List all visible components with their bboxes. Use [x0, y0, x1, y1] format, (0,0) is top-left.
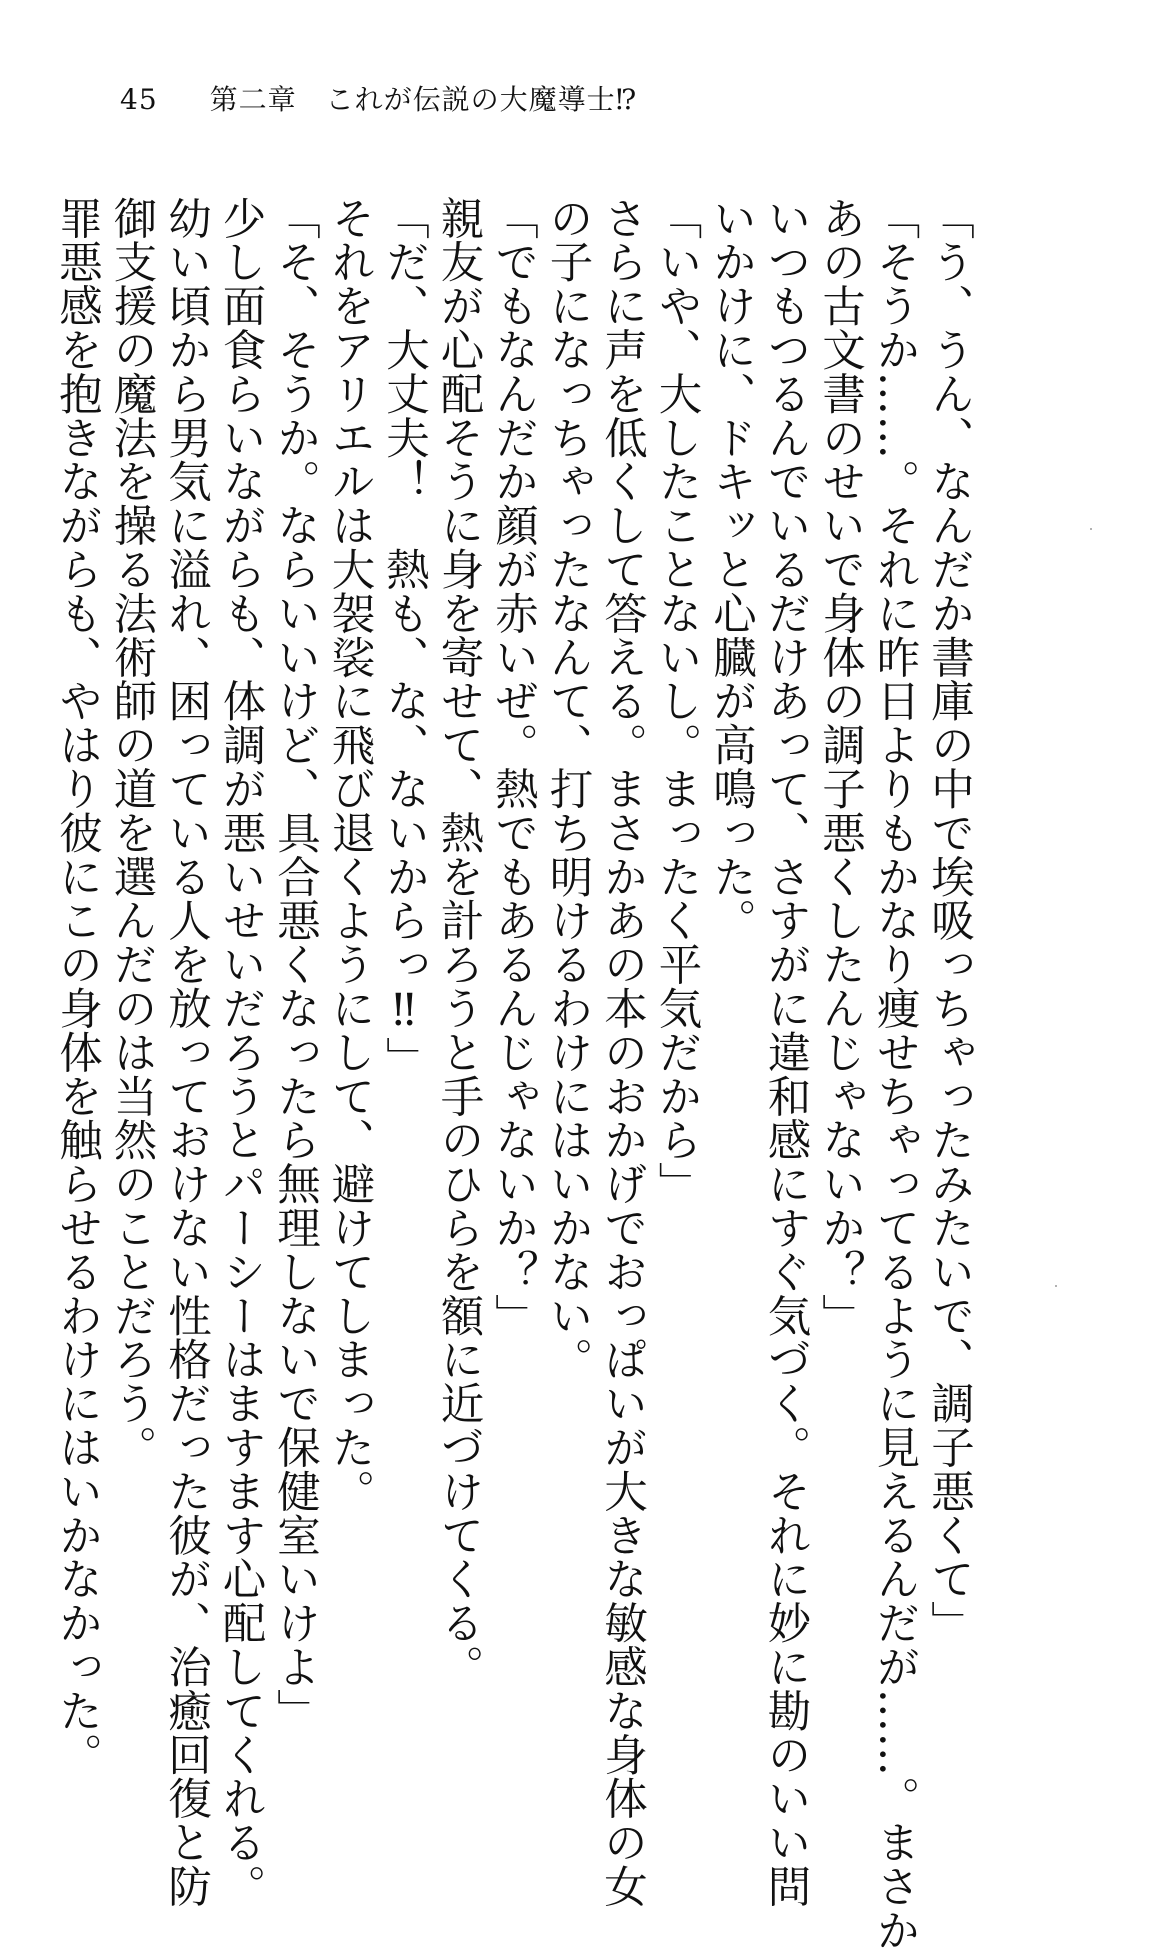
text-line: 「う、うん、なんだか書庫の中で埃吸っちゃったみたいで、調子悪くて」 — [924, 196, 974, 1645]
scan-speck — [1090, 528, 1092, 530]
text-line: 「そうか……。それに昨日よりもかなり痩せちゃってるように見えるんだが……。まさか — [869, 196, 920, 1952]
text-line: 罪悪感を抱きながらも、やはり彼にこの身体を触らせるわけにはいかなかった。 — [52, 196, 102, 1777]
text-line: それをアリエルは大袈裟に飛び退くようにして、避けてしまった。 — [324, 196, 375, 1513]
text-line: あの古文書のせいで身体の調子悪くしたんじゃないか？」 — [815, 196, 865, 1338]
text-line: 幼い頃から男気に溢れ、困っている人を放っておけない性格だった彼が、治癒回復と防 — [161, 196, 211, 1909]
page-header — [120, 78, 638, 118]
page-number: 45 — [120, 83, 158, 116]
text-line: 親友が心配そうに身を寄せて、熱を計ろうと手のひらを額に近づけてくる。 — [433, 196, 484, 1689]
text-line: いかけに、ドキッと心臓が高鳴った。 — [706, 196, 756, 943]
running-head: 第二章 これが伝説の大魔導士⁉ — [209, 83, 638, 116]
text-line: 「だ、大丈夫！ 熱も、な、ないからっ‼」 — [379, 196, 429, 1081]
body-text — [50, 196, 977, 1952]
text-line: いつもつるんでいるだけあって、さすがに違和感にすぐ気づく。それに妙に勘のいい問 — [760, 196, 811, 1909]
text-line: 御支援の魔法を操る法術師の道を選んだのは当然のことだろう。 — [106, 196, 157, 1470]
text-line: の子になっちゃったなんて、打ち明けるわけにはいかない。 — [542, 196, 593, 1382]
text-line: 「いや、大したことないし。まったく平気だから」 — [651, 196, 702, 1206]
scan-speck — [1055, 1285, 1057, 1287]
text-line: さらに声を低くして答える。まさかあの本のおかげでおっぱいが大きな敏感な身体の女 — [597, 196, 647, 1909]
text-line: 「そ、そうか。ならいいけど、具合悪くなったら無理しないで保健室いけよ」 — [270, 196, 320, 1733]
text-line: 「でもなんだか顔が赤いぜ。熱でもあるんじゃないか？」 — [488, 196, 538, 1338]
text-line: 少し面食らいながらも、体調が悪いせいだろうとパーシーはますます心配してくれる。 — [215, 196, 266, 1909]
